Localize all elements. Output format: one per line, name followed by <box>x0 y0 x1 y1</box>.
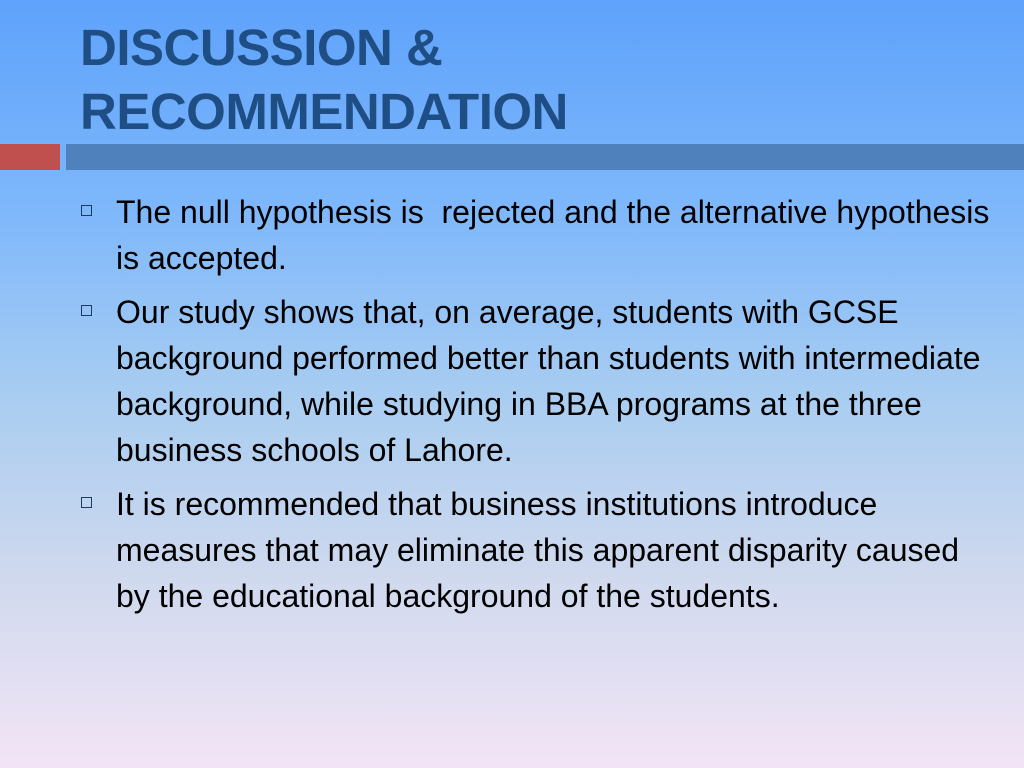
bullet-text: It is recommended that business institutions introduce measures that may eliminate this apparent disparity caused by the educational background of the students. <box>116 486 968 614</box>
bullet-list <box>116 189 999 627</box>
slide-title <box>80 16 568 144</box>
bullet-item <box>116 481 996 619</box>
title-accent-bar-red <box>0 144 60 170</box>
bullet-item <box>116 289 996 473</box>
bullet-text: The null hypothesis is rejected and the alternative hypothesis is accepted. <box>116 194 999 276</box>
title-accent-bar-blue <box>66 144 1024 170</box>
hollow-square-bullet-icon <box>81 497 92 508</box>
bullet-item <box>116 189 999 281</box>
hollow-square-bullet-icon <box>81 205 92 216</box>
hollow-square-bullet-icon <box>81 305 92 316</box>
slide-title-line-2: RECOMMENDATION <box>80 83 568 140</box>
bullet-text: Our study shows that, on average, students with GCSE background performed better than students with intermediate background, while studying in BBA programs at the three business schools of Lahore. <box>116 294 990 468</box>
slide-title-line-1: DISCUSSION & <box>80 19 443 76</box>
